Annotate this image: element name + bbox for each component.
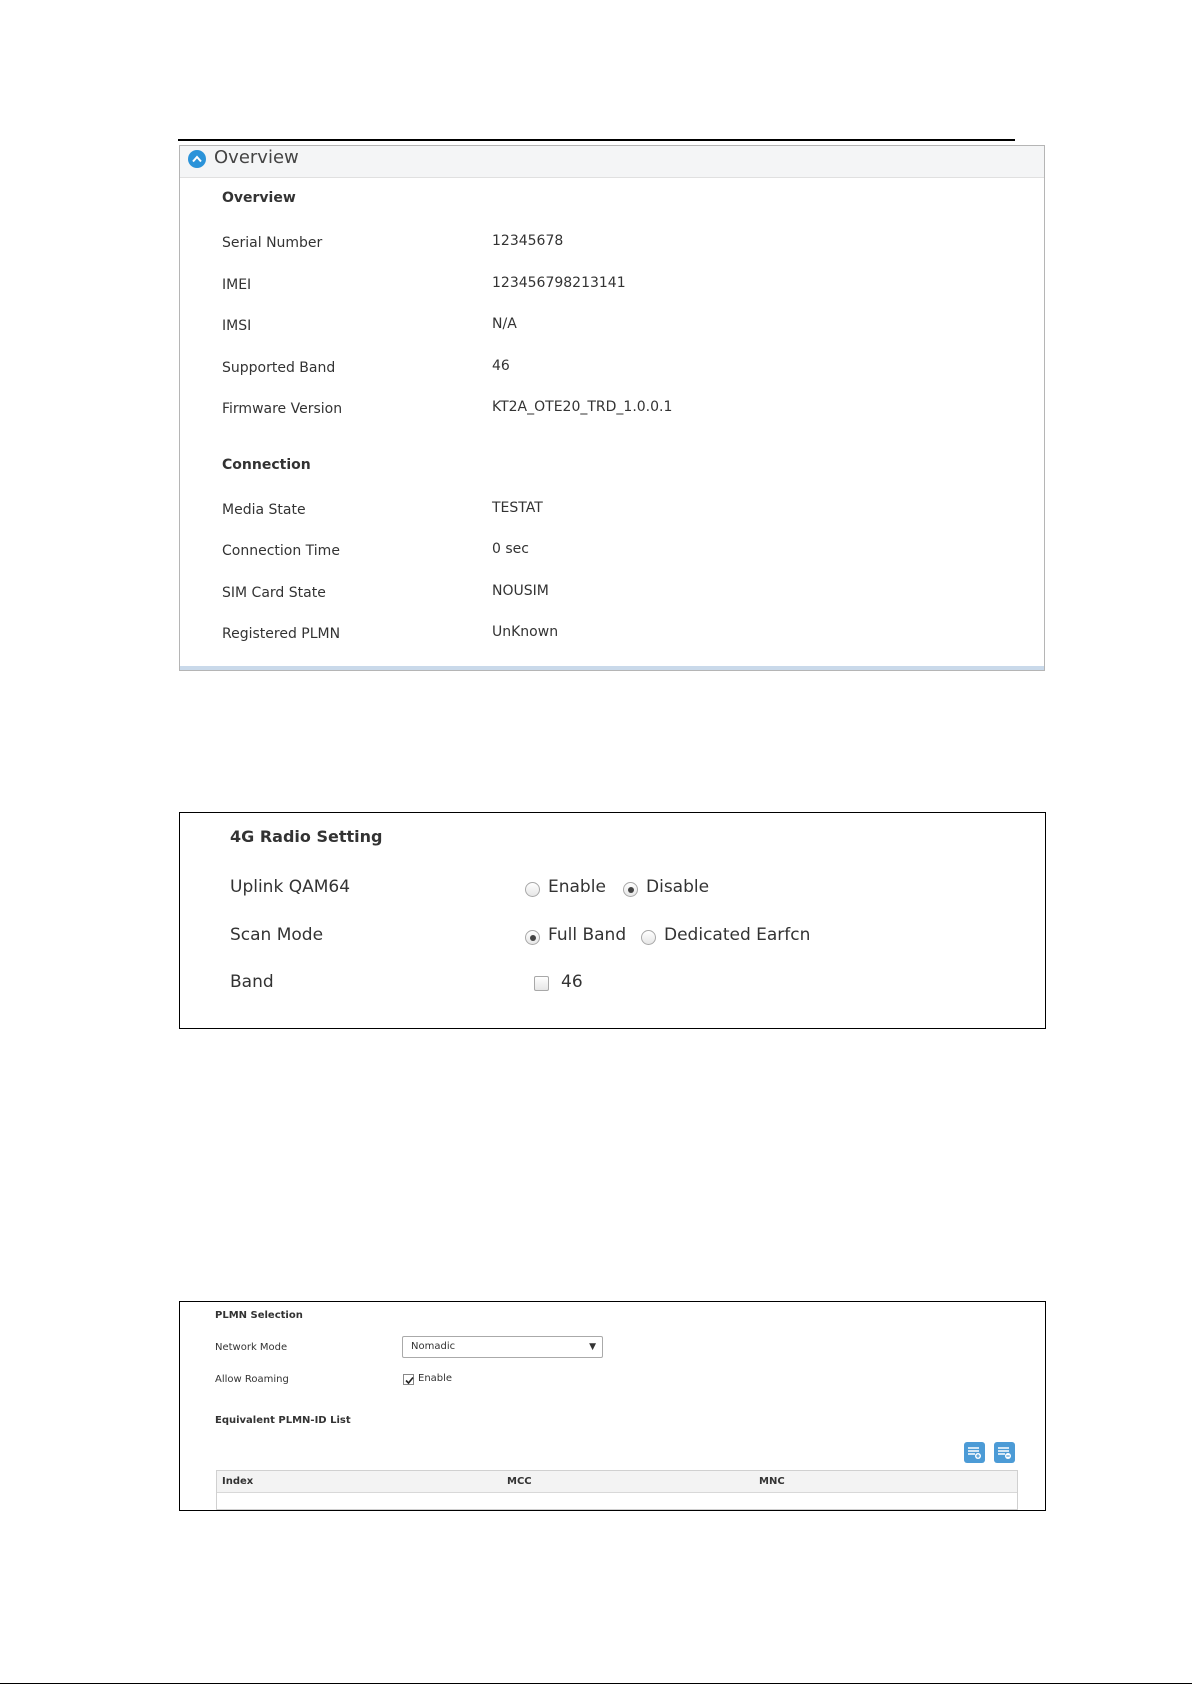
allow-roaming-enable-label[interactable]: Enable: [418, 1373, 453, 1384]
add-list-icon: [967, 1445, 982, 1460]
checkmark-icon: [404, 1375, 415, 1386]
chevron-up-icon[interactable]: [188, 150, 206, 168]
media-state-label: Media State: [222, 502, 306, 518]
allow-roaming-checkbox[interactable]: [403, 1374, 414, 1385]
uplink-qam64-enable-label[interactable]: Enable: [548, 877, 606, 897]
connection-time-label: Connection Time: [222, 543, 340, 559]
firmware-version-value: KT2A_OTE20_TRD_1.0.0.1: [492, 399, 673, 415]
top-rule: [178, 139, 1015, 141]
sim-card-state-value: NOUSIM: [492, 583, 549, 599]
plmn-selection-title: PLMN Selection: [215, 1310, 303, 1321]
radio-setting-title: 4G Radio Setting: [230, 827, 383, 846]
connection-time-value: 0 sec: [492, 541, 529, 557]
network-mode-selected-value: Nomadic: [411, 1341, 456, 1352]
media-state-value: TESTAT: [492, 500, 543, 516]
uplink-qam64-disable-radio[interactable]: [623, 882, 638, 897]
column-header-mcc[interactable]: MCC: [507, 1476, 532, 1487]
column-header-index[interactable]: Index: [222, 1476, 254, 1487]
imsi-label: IMSI: [222, 318, 252, 334]
firmware-version-label: Firmware Version: [222, 401, 343, 417]
serial-number-value: 12345678: [492, 233, 564, 249]
column-header-mnc[interactable]: MNC: [759, 1476, 785, 1487]
band-46-label[interactable]: 46: [561, 972, 583, 992]
overview-panel: [179, 145, 1045, 671]
imsi-value: N/A: [492, 316, 517, 332]
network-mode-select[interactable]: [402, 1336, 603, 1358]
remove-list-icon: [997, 1445, 1012, 1460]
band-46-checkbox[interactable]: [534, 976, 549, 991]
overview-panel-title: Overview: [214, 147, 299, 168]
overview-panel-footer-bar: [180, 666, 1044, 670]
radio-setting-panel: [179, 812, 1046, 1029]
imei-label: IMEI: [222, 277, 252, 293]
sim-card-state-label: SIM Card State: [222, 585, 326, 601]
imei-value: 123456798213141: [492, 275, 626, 291]
scan-mode-full-band-label[interactable]: Full Band: [548, 925, 627, 945]
scan-mode-full-band-radio[interactable]: [525, 930, 540, 945]
supported-band-label: Supported Band: [222, 360, 336, 376]
supported-band-value: 46: [492, 358, 510, 374]
overview-section-title: Overview: [222, 190, 296, 206]
scan-mode-dedicated-earfcn-radio[interactable]: [641, 930, 656, 945]
registered-plmn-label: Registered PLMN: [222, 626, 341, 642]
scan-mode-label: Scan Mode: [230, 925, 324, 945]
allow-roaming-label: Allow Roaming: [215, 1374, 289, 1385]
equivalent-plmn-list-title: Equivalent PLMN-ID List: [215, 1415, 351, 1426]
remove-list-button[interactable]: [994, 1442, 1015, 1463]
equivalent-plmn-table: [216, 1470, 1018, 1510]
registered-plmn-value: UnKnown: [492, 624, 559, 640]
overview-panel-header[interactable]: [180, 146, 1044, 178]
scan-mode-dedicated-earfcn-label[interactable]: Dedicated Earfcn: [664, 925, 811, 945]
serial-number-label: Serial Number: [222, 235, 323, 251]
network-mode-label: Network Mode: [215, 1342, 288, 1353]
connection-section-title: Connection: [222, 457, 311, 473]
caret-down-icon: ▼: [589, 1342, 596, 1352]
plmn-selection-panel: [179, 1301, 1046, 1511]
add-list-button[interactable]: [964, 1442, 985, 1463]
uplink-qam64-disable-label[interactable]: Disable: [646, 877, 710, 897]
band-label: Band: [230, 972, 274, 992]
table-header: [217, 1471, 1017, 1493]
uplink-qam64-enable-radio[interactable]: [525, 882, 540, 897]
uplink-qam64-label: Uplink QAM64: [230, 877, 351, 897]
bottom-rule: [0, 1683, 1192, 1684]
